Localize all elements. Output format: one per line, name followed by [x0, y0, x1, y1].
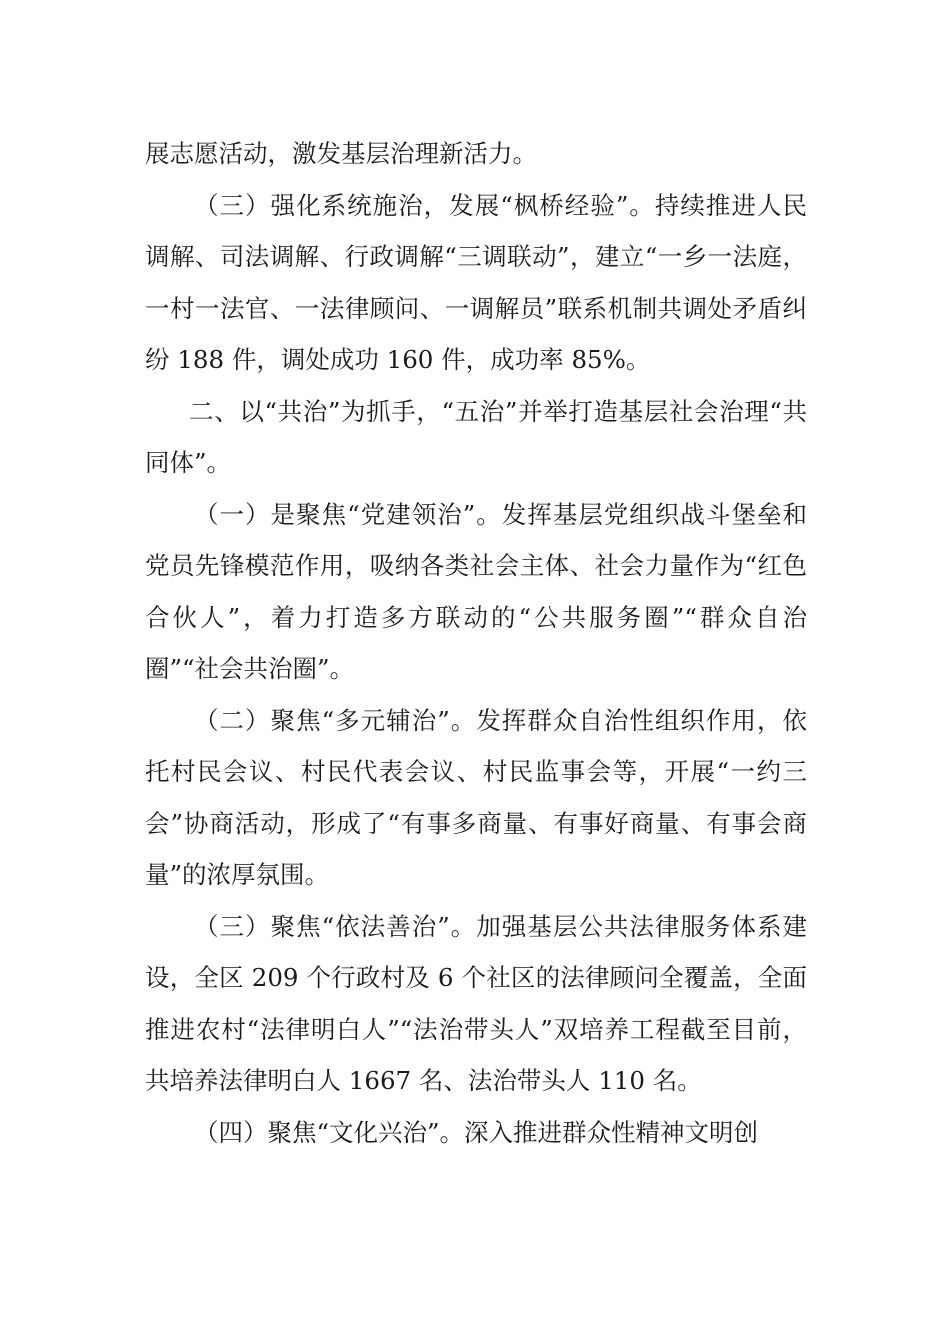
paragraph-1: 展志愿活动，激发基层治理新活力。 [145, 139, 537, 168]
paragraph-6: （三）聚焦“依法善治”。加强基层公共法律服务体系建设，全区 209 个行政村及 6 个社区的法律顾问全覆盖，全面推进农村“法律明白人”“法治带头人”双培养工程截至目前，共培养法律明白人 1667 名、法治带头人 110 名。 [145, 911, 807, 1095]
paragraph-7: （四）聚焦“文化兴治”。深入推进群众性精神文明创 [194, 1117, 759, 1147]
document-body [145, 128, 807, 1158]
paragraph-5: （二）聚焦“多元辅治”。发挥群众自治性组织作用，依托村民会议、村民代表会议、村民监事会等，开展“一约三会”协商活动，形成了“有事多商量、有事好商量、有事会商量”的浓厚氛围。 [145, 705, 807, 889]
paragraph-2: （三）强化系统施治，发展“枫桥经验”。持续推进人民调解、司法调解、行政调解“三调联动”，建立“一乡一法庭，一村一法官、一法律顾问、一调解员”联系机制共调处矛盾纠纷 188 件，调处成功 160 件，成功率 85%。 [145, 190, 807, 374]
paragraph-4: （一）是聚焦“党建领治”。发挥基层党组织战斗堡垒和党员先锋模范作用，吸纳各类社会主体、社会力量作为“红色合伙人”，着力打造多方联动的“公共服务圈”“群众自治圈”“社会共治圈”。 [145, 499, 807, 683]
section-heading-2: 二、以“共治”为抓手，“五治”并举打造基层社会治理“共同体”。 [145, 396, 807, 477]
